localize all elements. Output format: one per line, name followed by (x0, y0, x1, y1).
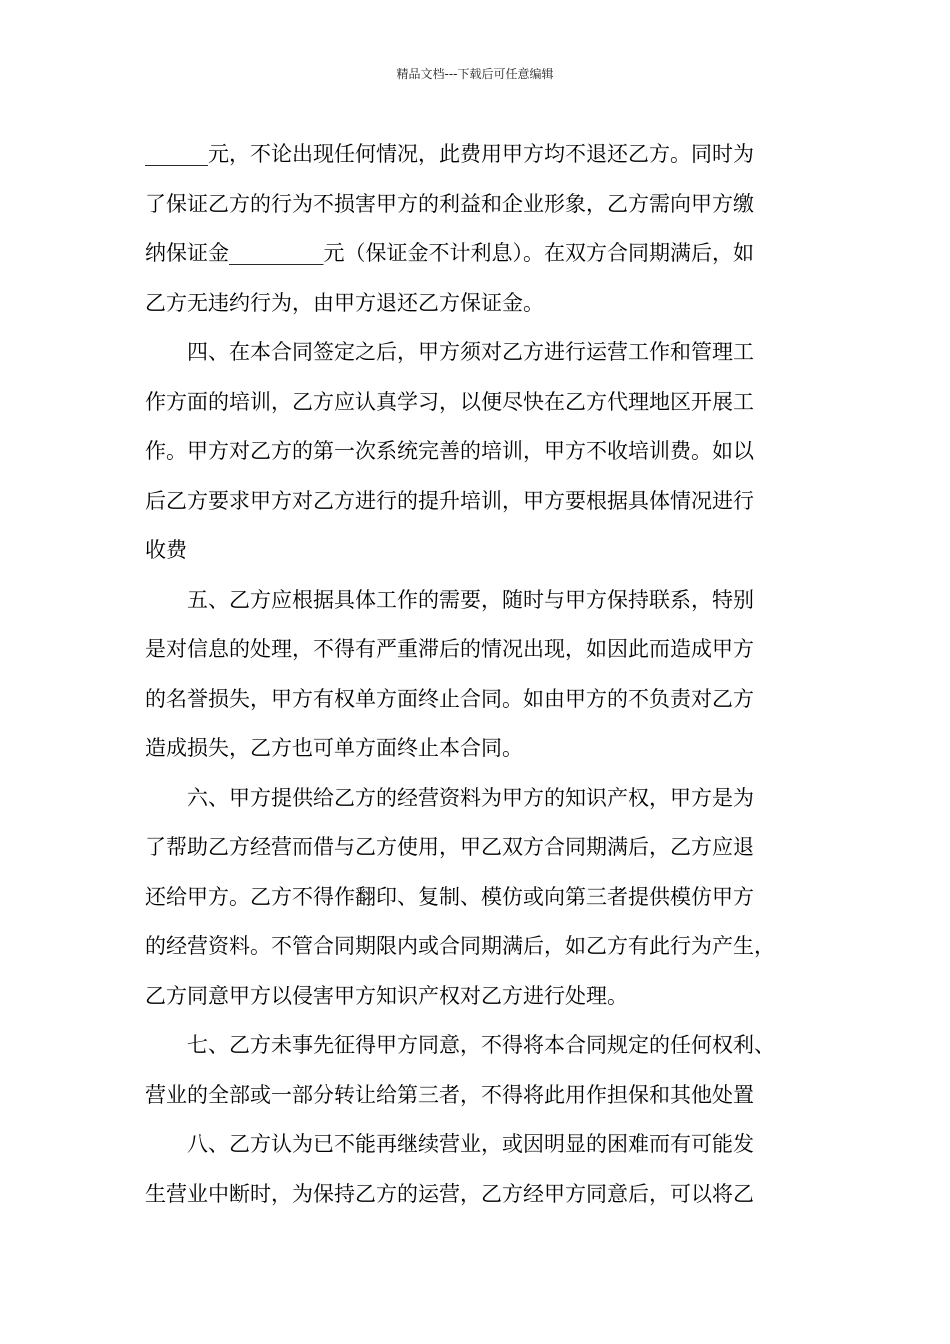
clause-8-start: 八、乙方认为已不能再继续营业，或因明显的困难而有可能发 (187, 1132, 754, 1156)
text-line: 是对信息的处理，不得有严重滞后的情况出现，如因此而造成甲方 (145, 637, 754, 661)
clause-4-start: 四、在本合同签定之后，甲方须对乙方进行运营工作和管理工 (187, 340, 754, 364)
clause-6-start: 六、甲方提供给乙方的经营资料为甲方的知识产权，甲方是为 (187, 785, 754, 810)
text-line: 了帮助乙方经营而借与乙方使用，甲乙双方合同期满后，乙方应退 (145, 835, 754, 859)
text-line: 生营业中断时，为保持乙方的运营，乙方经甲方同意后，可以将乙 (145, 1181, 754, 1206)
text-line: 的经营资料。不管合同期限内或合同期满后，如乙方有此行为产生， (145, 934, 775, 958)
text-line: ______元，不论出现任何情况，此费用甲方均不退还乙方。同时为 (145, 142, 754, 166)
text-line: 作方面的培训，乙方应认真学习，以便尽快在乙方代理地区开展工 (145, 389, 754, 414)
text-line: 乙方无违约行为，由甲方退还乙方保证金。 (145, 290, 544, 315)
page-header: 精品文档---下载后可任意编辑 (396, 67, 554, 81)
clause-7-start: 七、乙方未事先征得甲方同意，不得将本合同规定的任何权利、 (187, 1033, 775, 1057)
text-line: 了保证乙方的行为不损害甲方的利益和企业形象，乙方需向甲方缴 (145, 191, 754, 216)
text-line: 纳保证金_________元（保证金不计利息）。在双方合同期满后，如 (145, 241, 754, 265)
text-line: 收费 (145, 538, 187, 562)
contract-body (145, 130, 825, 1219)
text-line: 营业的全部或一部分转让给第三者，不得将此用作担保和其他处置 (145, 1082, 754, 1107)
text-line: 的名誉损失，甲方有权单方面终止合同。如由甲方的不负责对乙方 (145, 686, 754, 711)
text-line: 造成损失，乙方也可单方面终止本合同。 (145, 736, 523, 760)
text-line: 还给甲方。乙方不得作翻印、复制、模仿或向第三者提供模仿甲方 (145, 884, 754, 909)
text-line: 乙方同意甲方以侵害甲方知识产权对乙方进行处理。 (145, 983, 628, 1008)
text-line: 作。甲方对乙方的第一次系统完善的培训，甲方不收培训费。如以 (145, 439, 754, 463)
text-line: 后乙方要求甲方对乙方进行的提升培训，甲方要根据具体情况进行 (145, 488, 754, 513)
clause-5-start: 五、乙方应根据具体工作的需要，随时与甲方保持联系，特别 (187, 587, 754, 612)
